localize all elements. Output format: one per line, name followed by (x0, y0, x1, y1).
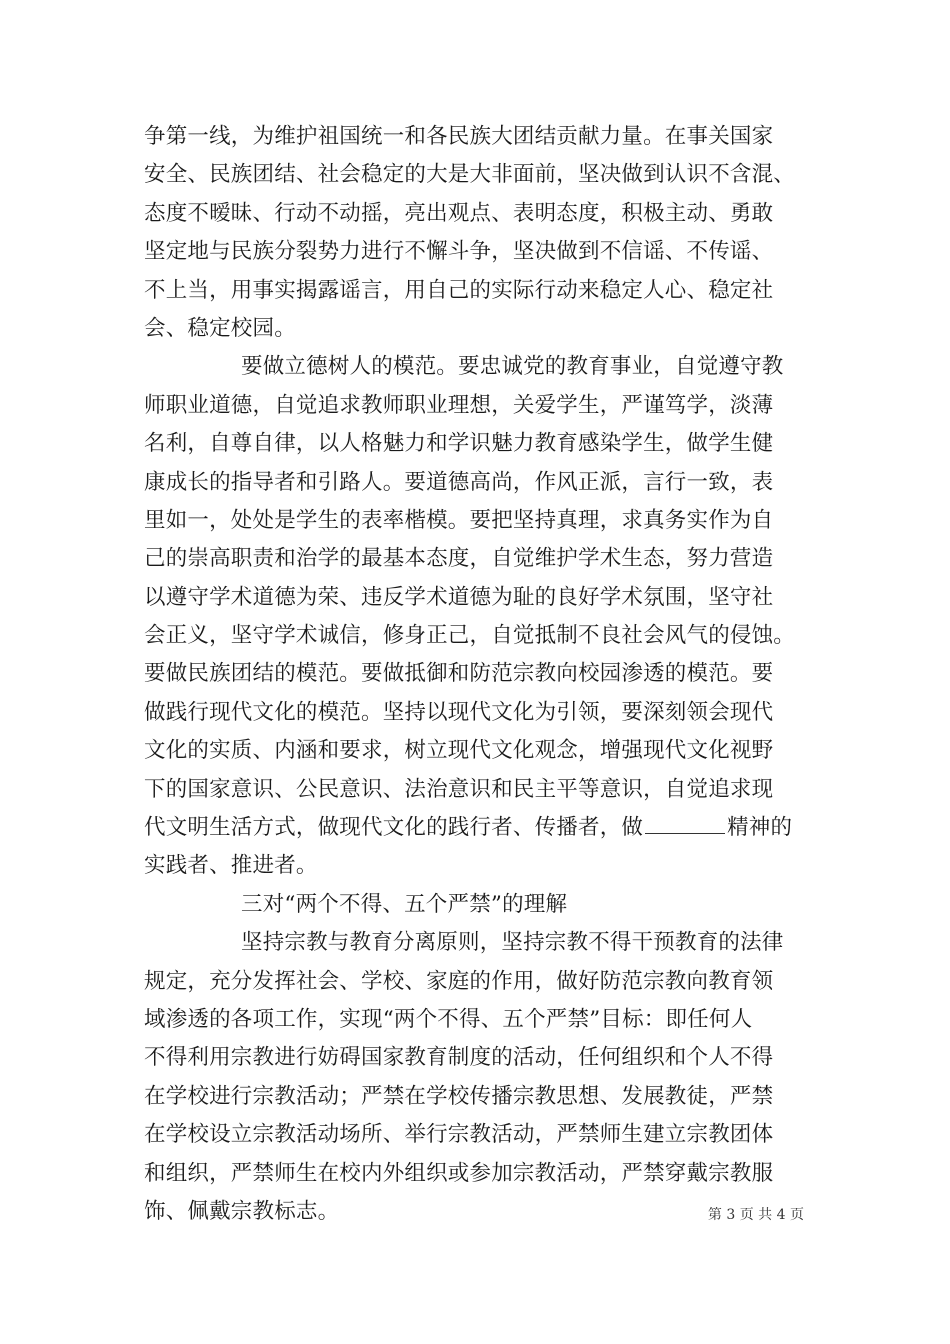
text-line: 实践者、推进者。 (144, 853, 318, 879)
text-line: 下的国家意识、公民意识、法治意识和民主平等意识，自觉追求现 (144, 776, 774, 802)
text-line: 和组织，严禁师生在校内外组织或参加宗教活动，严禁穿戴宗教服 (144, 1160, 774, 1186)
text-line: 在学校设立宗教活动场所、举行宗教活动，严禁师生建立宗教团体 (144, 1122, 774, 1148)
text-line: 会正义，坚守学术诚信，修身正己，自觉抵制不良社会风气的侵蚀。 (144, 623, 796, 649)
section-heading: 三对“两个不得、五个严禁”的理解 (241, 891, 568, 917)
text-line: 会、稳定校园。 (144, 315, 296, 341)
text-line: 争第一线，为维护祖国统一和各民族大团结贡献力量。在事关国家 (144, 124, 774, 149)
text-line: 不上当，用事实揭露谣言，用自己的实际行动来稳定人心、稳定社 (144, 277, 774, 303)
text-line: 名利，自尊自律，以人格魅力和学识魅力教育感染学生，做学生健 (144, 431, 774, 457)
text-line: 不得利用宗教进行妨碍国家教育制度的活动，任何组织和个人不得 (144, 1045, 774, 1071)
document-body (144, 118, 824, 1231)
text-line: 坚定地与民族分裂势力进行不懈斗争，坚决做到不信谣、不传谣、 (144, 239, 774, 265)
text-line: 做践行现代文化的模范。坚持以现代文化为引领，要深刻领会现代 (144, 699, 774, 725)
text-after-blank: 精神的 (727, 815, 793, 841)
text-line: 安全、民族团结、社会稳定的大是大非面前，坚决做到认识不含混、 (144, 162, 796, 188)
text-line: 以遵守学术道德为荣、违反学术道德为耻的良好学术氛围，坚守社 (144, 584, 774, 610)
text-line: 康成长的指导者和引路人。要道德高尚，作风正派，言行一致，表 (144, 469, 774, 495)
text-line: 态度不暧昧、行动不动摇，亮出观点、表明态度，积极主动、勇敢 (144, 200, 774, 226)
text-line: 要做民族团结的模范。要做抵御和防范宗教向校园渗透的模范。要 (144, 661, 774, 687)
paragraph-start-line: 坚持宗教与教育分离原则，坚持宗教不得干预教育的法律 (241, 930, 784, 956)
text-line: 文化的实质、内涵和要求，树立现代文化观念，增强现代文化视野 (144, 738, 774, 764)
fill-in-blank (645, 809, 725, 834)
text-line: 饰、佩戴宗教标志。 (144, 1198, 340, 1224)
text-line: 师职业道德，自觉追求教师职业理想，关爱学生，严谨笃学，淡薄 (144, 392, 774, 418)
text-line-with-blank (144, 809, 824, 847)
paragraph-start-line: 要做立德树人的模范。要忠诚党的教育事业，自觉遵守教 (241, 354, 784, 380)
text-line: 在学校进行宗教活动；严禁在学校传播宗教思想、发展教徒，严禁 (144, 1083, 774, 1109)
page-number-footer: 第 3 页 共 4 页 (707, 1207, 804, 1223)
text-line: 里如一，处处是学生的表率楷模。要把坚持真理，求真务实作为自 (144, 507, 774, 533)
text-line: 己的崇高职责和治学的最基本态度，自觉维护学术生态，努力营造 (144, 546, 774, 572)
text-line: 规定，充分发挥社会、学校、家庭的作用，做好防范宗教向教育领 (144, 968, 774, 994)
text-before-blank: 代文明生活方式，做现代文化的践行者、传播者，做 (144, 815, 644, 841)
text-line: 域渗透的各项工作，实现“两个不得、五个严禁”目标：即任何人 (144, 1006, 753, 1032)
